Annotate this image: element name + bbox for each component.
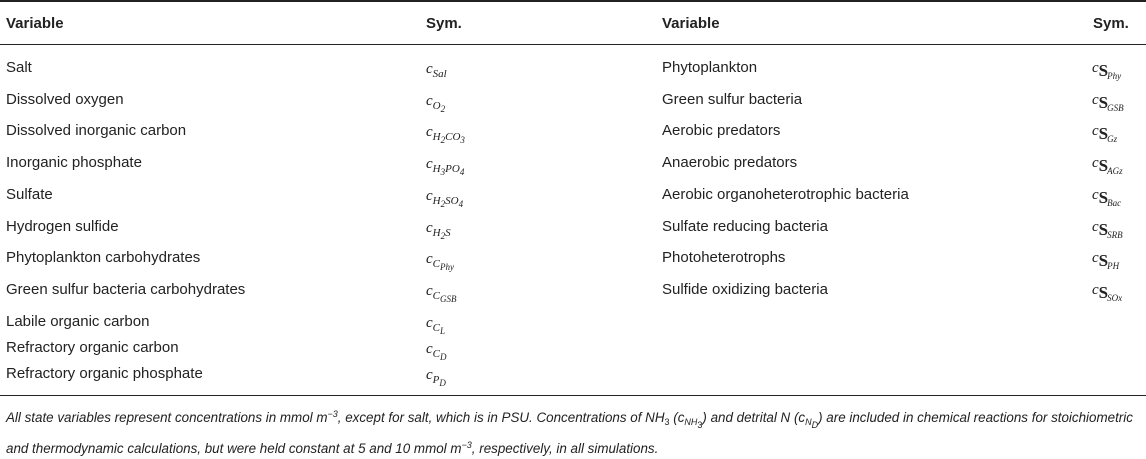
right-row-variable: Phytoplankton xyxy=(662,59,758,76)
right-row-variable: Photoheterotrophs xyxy=(662,249,786,266)
left-row-symbol: $c_{H_2SO_4}$ xyxy=(426,188,464,209)
right-row-symbol: $c_{S_{AGz}}$ xyxy=(1092,155,1123,176)
left-row-variable: Green sulfur bacteria carbohydrates xyxy=(6,281,246,298)
left-row-variable: Inorganic phosphate xyxy=(6,154,142,171)
header-symbol-left: Sym. xyxy=(426,15,462,32)
left-row-variable: Refractory organic phosphate xyxy=(6,365,203,382)
footnote-text: , except for salt, which is in PSU. Concentrations of NH xyxy=(337,410,665,425)
footnote-text: ) and detrital N (c xyxy=(702,410,806,425)
footnote-superscript: −3 xyxy=(327,409,338,419)
footnote-superscript: −3 xyxy=(461,440,472,450)
right-row-symbol: $c_{S_{Gz}}$ xyxy=(1092,123,1118,144)
left-row-symbol: $c_{H_3PO_4}$ xyxy=(426,156,465,177)
footnote-text: ) are included in chemical reactions for stoichiometric and thermodynamic calculations, but were held constant at 5 and 10 mmol m xyxy=(6,410,1133,456)
table-footnote xyxy=(6,404,1140,459)
footnote-text: , respectively, in all simulations. xyxy=(471,441,659,456)
header-symbol-right: Sym. xyxy=(1093,15,1129,32)
footnote-subscript: ND xyxy=(805,417,819,430)
left-row-symbol: $c_{C_L}$ xyxy=(426,315,446,336)
header-variable-left: Variable xyxy=(6,15,64,32)
right-row-symbol: $c_{S_{SOx}}$ xyxy=(1092,282,1123,303)
header-variable-right: Variable xyxy=(662,15,720,32)
left-row-variable: Hydrogen sulfide xyxy=(6,218,119,235)
left-row-symbol: $c_{O_2}$ xyxy=(426,93,446,114)
left-row-symbol: $c_{C_D}$ xyxy=(426,341,447,362)
right-row-symbol: $c_{S_{Bac}}$ xyxy=(1092,187,1122,208)
right-row-variable: Sulfide oxidizing bacteria xyxy=(662,281,828,298)
table-top-rule xyxy=(0,0,1146,2)
table-header-rule xyxy=(0,44,1146,45)
left-row-symbol: $c_{C_{GSB}}$ xyxy=(426,283,457,304)
right-row-variable: Aerobic organoheterotrophic bacteria xyxy=(662,186,909,203)
right-row-variable: Anaerobic predators xyxy=(662,154,798,171)
table-bottom-rule xyxy=(0,395,1146,396)
left-row-variable: Refractory organic carbon xyxy=(6,339,179,356)
right-row-variable: Aerobic predators xyxy=(662,122,781,139)
right-row-symbol: $c_{S_{SRB}}$ xyxy=(1092,219,1123,240)
footnote-text: (c xyxy=(669,410,685,425)
left-row-symbol: $c_{H_2CO_3}$ xyxy=(426,124,465,145)
footnote-subscript: NH3 xyxy=(684,417,703,430)
left-row-variable: Sulfate xyxy=(6,186,53,203)
left-row-symbol: $c_{H_2S}$ xyxy=(426,220,451,241)
left-row-variable: Phytoplankton carbohydrates xyxy=(6,249,201,266)
left-row-symbol: $c_{P_D}$ xyxy=(426,367,446,388)
footnote-text: All state variables represent concentrations in mmol m xyxy=(6,410,328,425)
right-row-symbol: $c_{S_{PH}}$ xyxy=(1092,250,1120,271)
left-row-variable: Dissolved oxygen xyxy=(6,91,124,108)
right-row-variable: Sulfate reducing bacteria xyxy=(662,218,828,235)
footnote-subscript: 3 xyxy=(664,417,670,427)
left-row-symbol: $c_{Sal}$ xyxy=(426,61,447,80)
right-row-symbol: $c_{S_{GSB}}$ xyxy=(1092,92,1124,113)
right-row-symbol: $c_{S_{Phy}}$ xyxy=(1092,60,1122,81)
left-row-variable: Labile organic carbon xyxy=(6,313,150,330)
left-row-variable: Salt xyxy=(6,59,32,76)
right-row-variable: Green sulfur bacteria xyxy=(662,91,803,108)
left-row-variable: Dissolved inorganic carbon xyxy=(6,122,187,139)
left-row-symbol: $c_{C_{Phy}}$ xyxy=(426,251,455,272)
